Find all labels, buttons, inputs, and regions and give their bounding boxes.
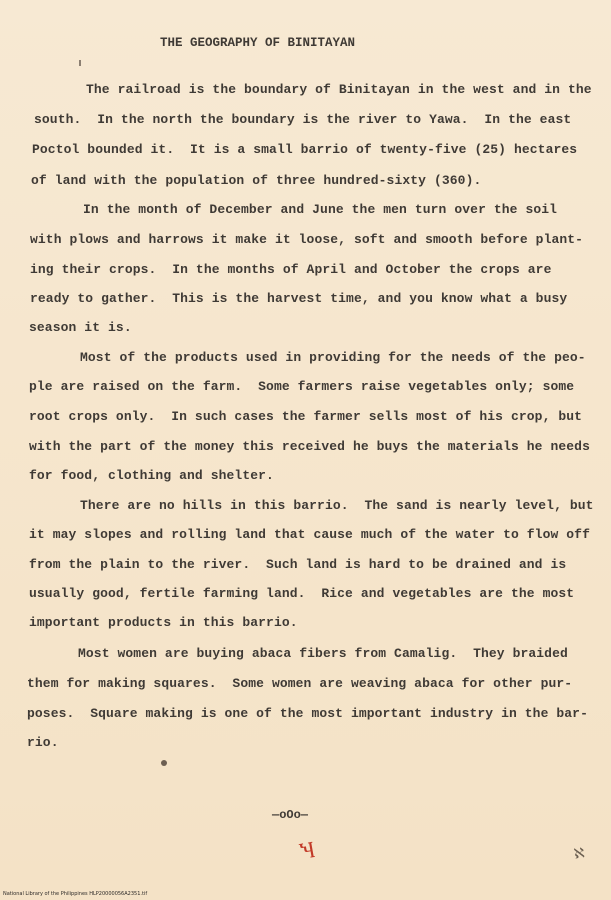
- archive-footer: National Library of the Philippines HLP20000056A2351.tif: [3, 891, 148, 897]
- closing-mark: —oOo—: [272, 808, 309, 822]
- corner-handwritten-mark: ℵ: [572, 845, 586, 863]
- text-line: ple are raised on the farm. Some farmers raise vegetables only; some: [29, 379, 575, 394]
- text-line: rio.: [27, 735, 59, 750]
- text-line: them for making squares. Some women are weaving abaca for other pur-: [27, 676, 573, 691]
- text-line: important products in this barrio.: [29, 615, 298, 630]
- text-line: ready to gather. This is the harvest time, and you know what a busy: [30, 291, 568, 306]
- text-line: Most women are buying abaca fibers from Camalig. They braided: [78, 646, 568, 661]
- text-line: There are no hills in this barrio. The sand is nearly level, but: [80, 498, 594, 513]
- text-line: south. In the north the boundary is the river to Yawa. In the east: [34, 112, 572, 127]
- text-line: for food, clothing and shelter.: [29, 468, 274, 483]
- text-line: usually good, fertile farming land. Rice and vegetables are the most: [29, 586, 575, 601]
- text-line: season it is.: [29, 320, 132, 335]
- page-title: THE GEOGRAPHY OF BINITAYAN: [160, 36, 356, 50]
- text-line: poses. Square making is one of the most important industry in the bar-: [27, 706, 588, 721]
- text-line: ing their crops. In the months of April and October the crops are: [30, 262, 552, 277]
- text-line: Poctol bounded it. It is a small barrio of twenty-five (25) hectares: [32, 142, 578, 157]
- text-line: root crops only. In such cases the farmer sells most of his crop, but: [29, 409, 583, 424]
- text-line: of land with the population of three hundred-sixty (360).: [31, 173, 482, 188]
- text-line: it may slopes and rolling land that cause much of the water to flow off: [29, 527, 590, 542]
- text-line: Most of the products used in providing for the needs of the peo-: [80, 350, 586, 365]
- text-line: from the plain to the river. Such land is hard to be drained and is: [29, 557, 567, 572]
- text-line: with plows and harrows it make it loose, soft and smooth before plant-: [30, 232, 584, 247]
- ink-dot: [161, 760, 167, 766]
- text-line: In the month of December and June the men turn over the soil: [83, 202, 558, 217]
- text-line: The railroad is the boundary of Binitayan in the west and in the: [86, 82, 592, 97]
- pen-tick-mark: [79, 60, 81, 66]
- red-handwritten-mark: Ⴏ: [298, 840, 317, 865]
- text-line: with the part of the money this received he buys the materials he needs: [29, 439, 590, 454]
